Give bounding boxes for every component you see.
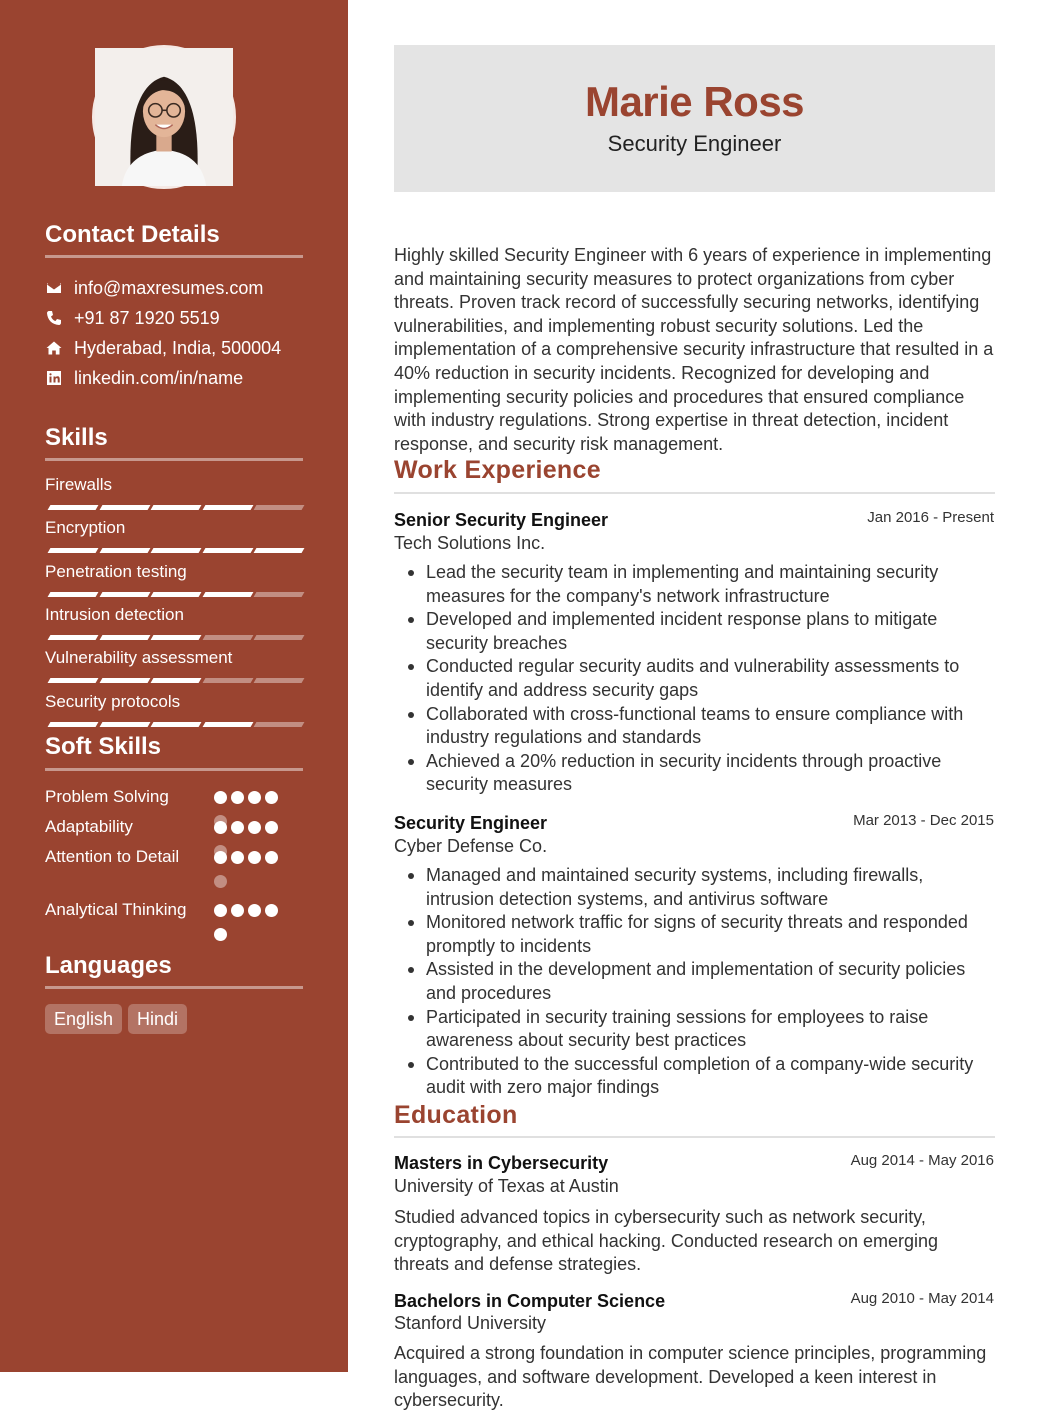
divider — [45, 768, 303, 771]
rating-dot — [265, 791, 278, 804]
education-dates: Aug 2010 - May 2014 — [850, 1290, 994, 1307]
contact-address — [45, 336, 281, 360]
list-item: Lead the security team in implementing and maintaining security measures for the company's network infrastructure — [394, 561, 995, 608]
degree: Bachelors in Computer Science — [394, 1291, 666, 1311]
divider — [45, 458, 303, 461]
skill-rating-segment — [99, 592, 150, 597]
skill-rating-segment — [48, 722, 99, 727]
rating-dot — [214, 821, 227, 834]
soft-skill-label: Analytical Thinking — [45, 900, 187, 919]
skill-rating-segment — [202, 592, 253, 597]
rating-dot — [214, 791, 227, 804]
main-content — [348, 0, 1040, 1411]
email-icon — [45, 279, 63, 297]
job-company: Cyber Defense Co. — [394, 836, 548, 856]
skill-rating-segment — [151, 635, 202, 640]
rating-dot — [231, 821, 244, 834]
skill-label: Firewalls — [45, 475, 113, 494]
rating-dot — [214, 851, 227, 864]
rating-dot — [214, 875, 227, 888]
skill-label: Penetration testing — [45, 561, 187, 581]
soft-skills-heading: Soft Skills — [45, 733, 162, 760]
soft-skill-label: Problem Solving — [45, 787, 169, 806]
rating-dot — [265, 904, 278, 917]
soft-skill-label: Attention to Detail — [45, 847, 180, 866]
skill-rating-segment — [202, 635, 253, 640]
school: University of Texas at Austin — [394, 1176, 619, 1196]
education-heading: Education — [394, 1101, 518, 1129]
skill-rating-segment — [99, 635, 150, 640]
phone-icon — [45, 309, 63, 327]
list-item: Contributed to the successful completion of a company-wide security audit with zero major findings — [394, 1053, 995, 1100]
linkedin-icon — [45, 369, 63, 387]
education-description: Studied advanced topics in cybersecurity such as network security, cryptography, and ethical hacking. Conducted research on emerging threats and defense strategies. — [394, 1207, 938, 1275]
skill-rating-segment — [254, 548, 305, 553]
list-item: Assisted in the development and implementation of security policies and procedures — [394, 958, 995, 1005]
skill-label: Vulnerability assessment — [45, 648, 233, 668]
divider — [45, 986, 303, 989]
language-tag: English — [45, 1004, 122, 1034]
languages-heading: Languages — [45, 952, 172, 979]
job-role: Senior Security Engineer — [394, 510, 609, 530]
sidebar — [0, 0, 348, 1372]
profile-summary: Highly skilled Security Engineer with 6 years of experience in implementing and maintaining security measures to protect organizations from cyber threats. Proven track record of successfully securing networks, identifying vulnerabilities, and implementing robust security solutions. Led the implementation of a comprehensive security infrastructure that resulted in a 40% reduction in security incidents. Recognized for developing and implementing security policies and procedures that ensured compliance with industry regulations. Strong expertise in threat detection, incident response, and security risk management. — [394, 245, 994, 454]
skills-heading: Skills — [45, 424, 108, 451]
list-item: Monitored network traffic for signs of security threats and responded promptly to incidents — [394, 911, 995, 958]
candidate-name: Marie Ross — [584, 78, 805, 125]
skill-rating-bar — [45, 592, 303, 598]
education-dates: Aug 2014 - May 2016 — [850, 1152, 994, 1169]
divider — [394, 492, 995, 494]
skill-rating-segment — [151, 505, 202, 510]
skill-rating-segment — [48, 505, 99, 510]
language-tag: Hindi — [128, 1004, 187, 1034]
contact-linkedin[interactable] — [45, 366, 243, 390]
skill-rating-segment — [99, 505, 150, 510]
job-dates: Jan 2016 - Present — [867, 509, 994, 526]
skill-rating-segment — [48, 592, 99, 597]
skill-rating-segment — [254, 505, 305, 510]
home-icon — [45, 339, 63, 357]
contact-email[interactable] — [45, 276, 263, 300]
skill-rating-segment — [254, 722, 305, 727]
contact-phone-text[interactable]: +91 87 1920 5519 — [74, 307, 220, 328]
skill-label: Encryption — [45, 518, 126, 538]
job-company: Tech Solutions Inc. — [394, 533, 546, 553]
skill-label: Security protocols — [45, 691, 181, 711]
job-dates: Mar 2013 - Dec 2015 — [853, 812, 994, 829]
skill-rating-segment — [48, 548, 99, 553]
skill-rating-segment — [48, 678, 99, 683]
contact-linkedin-text[interactable]: linkedin.com/in/name — [74, 367, 244, 388]
list-item: Achieved a 20% reduction in security incidents through proactive security measures — [394, 750, 995, 797]
skill-rating-segment — [151, 592, 202, 597]
skill-rating-segment — [99, 548, 150, 553]
list-item: Managed and maintained security systems, including firewalls, intrusion detection systems, and antivirus software — [394, 864, 995, 911]
skill-rating-segment — [151, 548, 202, 553]
rating-dot — [248, 904, 261, 917]
skill-rating-bar — [45, 635, 303, 641]
skill-rating-segment — [99, 678, 150, 683]
contact-phone[interactable] — [45, 306, 220, 330]
skill-rating-segment — [202, 505, 253, 510]
rating-dot — [248, 791, 261, 804]
rating-dot — [231, 904, 244, 917]
person-portrait-icon — [95, 48, 233, 186]
skill-rating-segment — [202, 722, 253, 727]
rating-dot — [214, 928, 227, 941]
divider — [394, 1136, 995, 1138]
divider — [45, 255, 303, 258]
skill-rating-segment — [99, 722, 150, 727]
rating-dot — [248, 821, 261, 834]
soft-skill-label: Adaptability — [45, 817, 133, 836]
contact-email-text[interactable]: info@maxresumes.com — [74, 277, 264, 298]
skill-rating-bar — [45, 505, 303, 511]
skill-rating-bar — [45, 548, 303, 554]
rating-dot — [265, 821, 278, 834]
profile-photo — [92, 45, 236, 189]
rating-dot — [214, 904, 227, 917]
skill-rating-segment — [48, 635, 99, 640]
skill-rating-segment — [151, 722, 202, 727]
list-item: Developed and implemented incident response plans to mitigate security breaches — [394, 608, 995, 655]
name-header — [394, 45, 995, 192]
skill-rating-segment — [202, 548, 253, 553]
education-description: Acquired a strong foundation in computer science principles, programming languages, and software development. Developed a keen interest in cybersecurity. — [394, 1343, 987, 1411]
candidate-title: Security Engineer — [607, 131, 782, 156]
experience-heading: Work Experience — [394, 456, 601, 484]
skill-rating-bar — [45, 722, 303, 728]
skill-rating-segment — [202, 678, 253, 683]
degree: Masters in Cybersecurity — [394, 1153, 609, 1173]
skill-rating-bar — [45, 678, 303, 684]
list-item: Participated in security training sessions for employees to raise awareness about security best practices — [394, 1006, 995, 1053]
job-bullets — [394, 864, 995, 1100]
list-item: Collaborated with cross-functional teams to ensure compliance with industry regulations and standards — [394, 703, 995, 750]
rating-dot — [265, 851, 278, 864]
rating-dot — [231, 791, 244, 804]
rating-dot — [231, 851, 244, 864]
school: Stanford University — [394, 1313, 547, 1333]
job-role: Security Engineer — [394, 813, 548, 833]
skill-label: Intrusion detection — [45, 604, 184, 624]
list-item: Conducted regular security audits and vulnerability assessments to identify and address security gaps — [394, 655, 995, 702]
rating-dot — [248, 851, 261, 864]
contact-address-text: Hyderabad, India, 500004 — [74, 337, 282, 358]
skill-rating-segment — [151, 678, 202, 683]
contact-heading: Contact Details — [45, 221, 220, 248]
skill-rating-segment — [254, 635, 305, 640]
job-bullets — [394, 561, 995, 797]
skill-rating-segment — [254, 678, 305, 683]
skill-rating-segment — [254, 592, 305, 597]
